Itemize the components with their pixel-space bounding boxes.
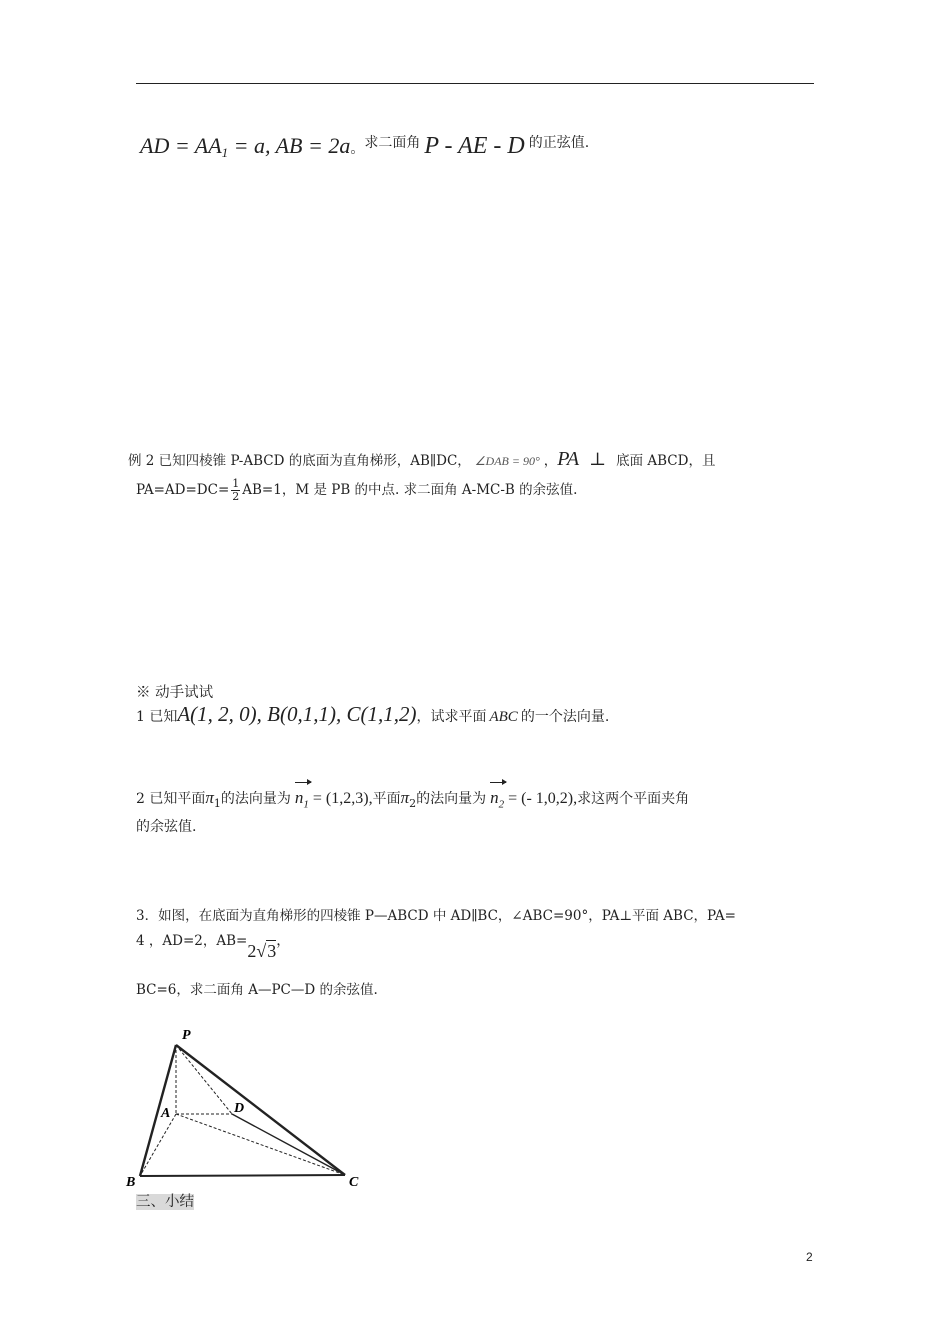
perp-symbol: ⊥ <box>589 449 607 470</box>
separator: ， <box>543 453 558 469</box>
vector-n2 <box>490 788 504 810</box>
angle-dab: ∠DAB = 90° <box>474 454 540 468</box>
n1-value: = (1,2,3), <box>308 790 373 807</box>
pi-1-sub: 1 <box>213 797 221 811</box>
label-a: A <box>161 1106 171 1121</box>
q3-line-3: BC=6，求二面角 A—PC—D 的余弦值. <box>136 982 378 998</box>
edge-pd <box>176 1045 232 1114</box>
summary-heading <box>136 1190 194 1211</box>
header-rule <box>136 83 814 84</box>
n2-sub: 2 <box>498 798 505 811</box>
problem-1-text: 求二面角 <box>364 135 421 151</box>
example-2-base: 底面 ABCD，且 <box>616 453 716 469</box>
q2-text-2: 的法向量为 <box>416 791 487 807</box>
pa-symbol: PA <box>557 448 580 470</box>
n1-letter: n <box>294 788 304 807</box>
n2-letter: n <box>490 788 499 807</box>
fraction-numerator: 1 <box>232 477 240 490</box>
q1-tail: 的一个法向量. <box>520 709 610 725</box>
period: 。 <box>350 141 365 157</box>
try-question-1 <box>136 702 609 727</box>
try-heading: ※ 动手试试 <box>136 685 214 701</box>
label-p: P <box>182 1028 191 1043</box>
q1-plane-abc: ABC <box>489 709 518 725</box>
try-question-2-line-2: 的余弦值. <box>136 819 197 835</box>
q3-line-2 <box>136 929 291 961</box>
edge-pb <box>140 1045 176 1176</box>
formula-ab: = a, AB = 2a <box>228 133 351 158</box>
edge-bc <box>140 1175 345 1176</box>
edge-ab <box>140 1114 176 1176</box>
label-c: C <box>349 1175 359 1190</box>
problem-1-line <box>140 132 589 161</box>
example-2-lengths: PA=AD=DC= <box>136 482 230 499</box>
example-2-line-1 <box>128 448 715 471</box>
label-b: B <box>126 1175 136 1190</box>
example-2-question: AB=1，M 是 PB 的中点. 求二面角 A-MC-B 的余弦值. <box>242 482 578 499</box>
vector-n1 <box>295 788 309 810</box>
summary-text: 三、小结 <box>136 1194 194 1210</box>
edge-dc <box>232 1114 345 1175</box>
q3-lengths: 4 ，AD=2，AB= <box>136 933 248 949</box>
fraction-denominator: 2 <box>232 490 240 504</box>
edge-ac <box>176 1114 345 1175</box>
pi-2-sub: 2 <box>409 797 417 811</box>
q1-text: ，试求平面 <box>416 709 487 725</box>
q2-intro: 2 已知平面 <box>136 791 206 807</box>
n1-sub: 1 <box>303 798 309 811</box>
try-question-2 <box>136 788 689 810</box>
label-d: D <box>234 1101 245 1116</box>
sqrt-expression: 2√3 <box>247 941 277 961</box>
formula-sub: 1 <box>221 145 229 161</box>
example-2-intro: 例 2 已知四棱锥 P-ABCD 的底面为直角梯形，AB∥DC， <box>128 453 471 469</box>
page-number: 2 <box>806 1250 813 1264</box>
example-2-line-2 <box>136 478 577 503</box>
q1-intro: 1 已知 <box>136 709 178 725</box>
n2-value: = (- 1,0,2), <box>504 790 578 807</box>
pyramid-figure <box>120 1020 370 1195</box>
dihedral-angle: P - AE - D <box>424 133 525 159</box>
pi-2: π <box>400 788 410 807</box>
q3-line-1: 3．如图，在底面为直角梯形的四棱锥 P—ABCD 中 AD∥BC，∠ABC=90°，PA⊥平面 ABC，PA= <box>136 908 736 924</box>
pi-1: π <box>205 788 214 807</box>
sqrt-coefficient: 2 <box>247 941 257 961</box>
formula-ad: AD = AA <box>140 133 222 158</box>
q2-tail: 求这两个平面夹角 <box>577 791 690 807</box>
q3-comma: ， <box>276 933 291 949</box>
q2-plane: 平面 <box>372 791 401 807</box>
edge-pc <box>176 1045 345 1175</box>
fraction-half <box>231 478 240 503</box>
sqrt-radicand: 3 <box>267 941 277 961</box>
q1-points: A(1, 2, 0), B(0,1,1), C(1,1,2) <box>177 702 417 726</box>
problem-1-tail: 的正弦值. <box>528 135 590 151</box>
q2-text: 的法向量为 <box>220 791 291 807</box>
